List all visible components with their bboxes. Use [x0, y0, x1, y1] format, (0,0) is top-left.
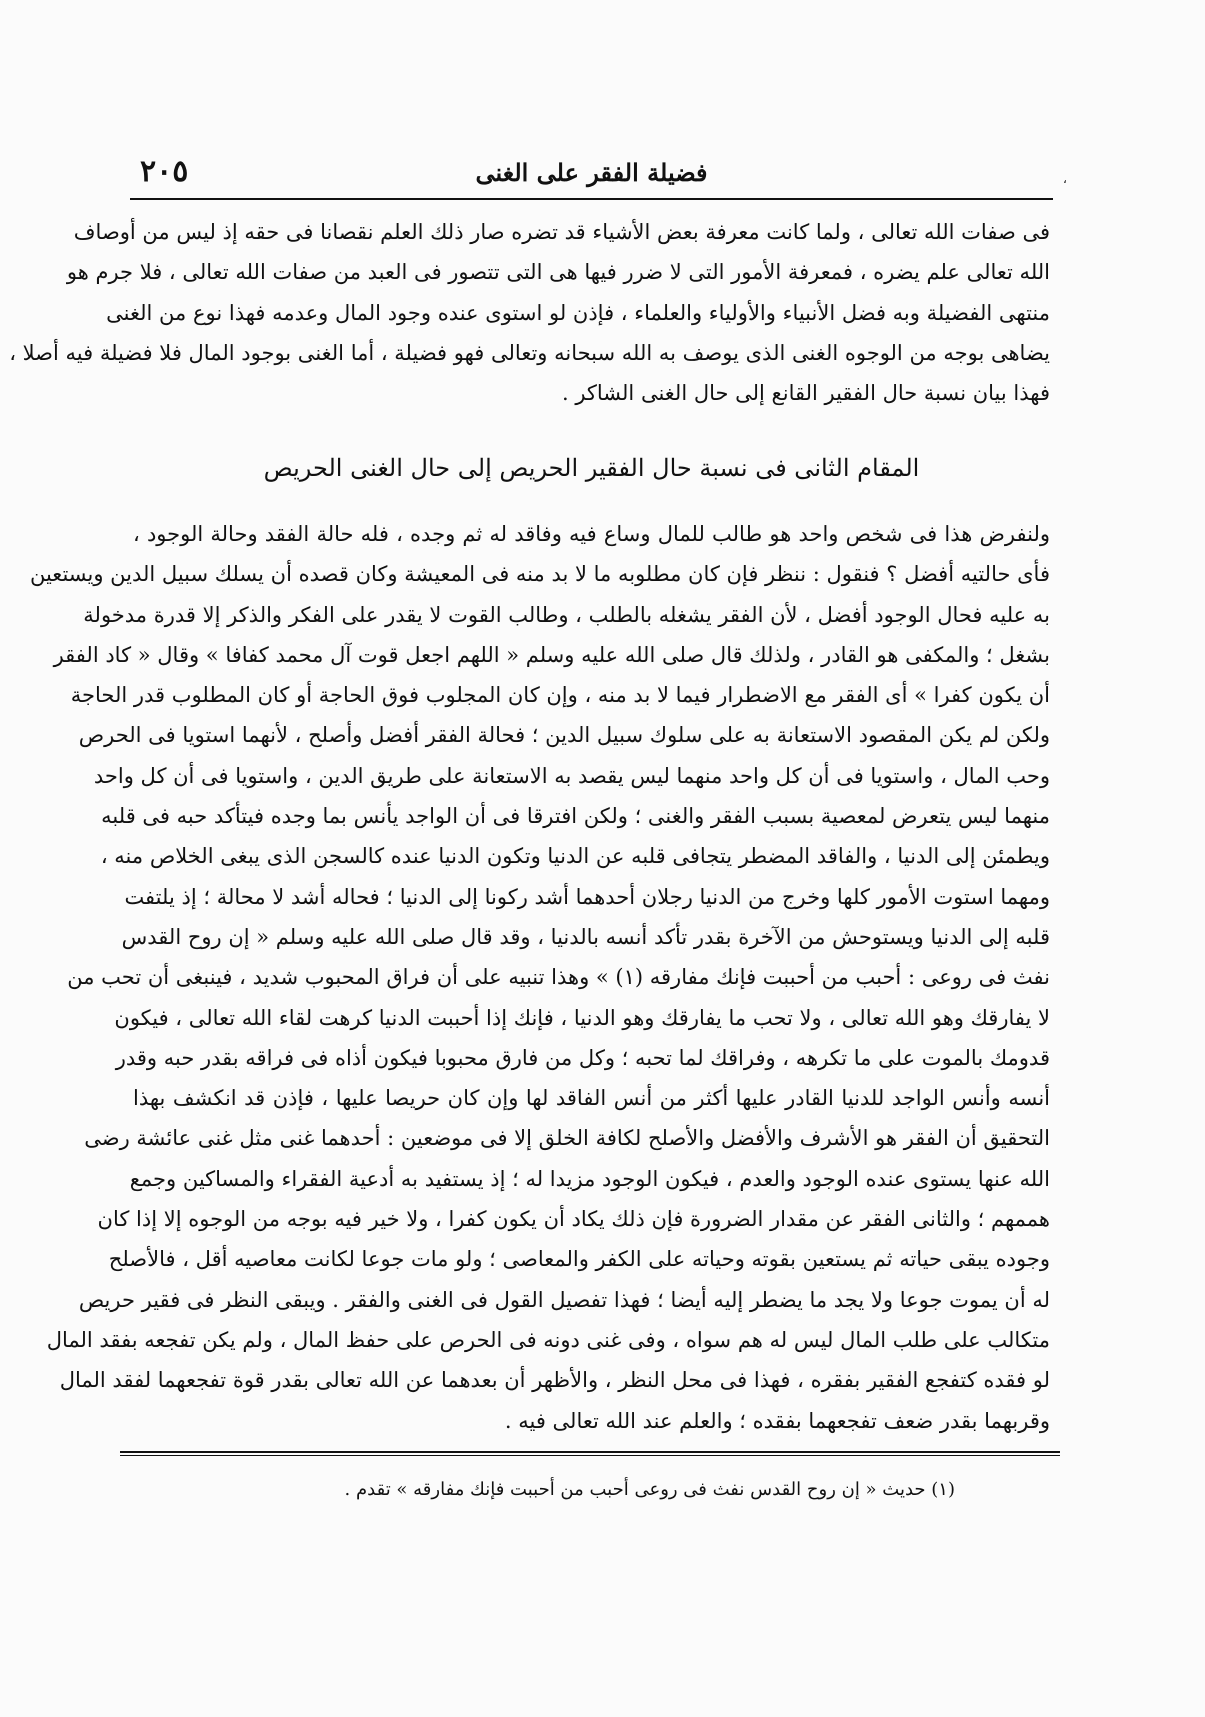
text-line: له أن يموت جوعا ولا يجد ما يضطر إليه أيضا ؛ فهذا تفصيل القول فى الغنى والفقر . ويبقى النظر فى فقير حريص	[78, 1287, 1050, 1312]
text-line: التحقيق أن الفقر هو الأشرف والأفضل والأصلح لكافة الخلق إلا فى موضعين : أحدهما غنى مثل غنى عائشة رضى	[84, 1126, 1050, 1151]
text-line: قلبه إلى الدنيا ويستوحش من الآخرة بقدر تأكد أنسه بالدنيا ، وقد قال صلى الله عليه وسلم « إن روح القدس	[121, 924, 1050, 949]
footnote-rule-thin	[120, 1455, 1060, 1456]
header-rule	[130, 198, 1053, 200]
text-line: ولكن لم يكن المقصود الاستعانة به على سلوك سبيل الدين ؛ فحالة الفقر أفضل وأصلح ، لأنهما استويا فى الحرص	[78, 723, 1050, 748]
text-line: هممهم ؛ والثانى الفقر عن مقدار الضرورة فإن ذلك يكاد أن يكون كفرا ، ولا خير فيه بوجه من الوجوه إلا إذا كان	[97, 1207, 1050, 1232]
running-title: فضيلة الفقر على الغنى	[475, 158, 708, 187]
text-line: الله عنها يستوى عنده الوجود والعدم ، فيكون الوجود مزيدا له ؛ إذ يستفيد به أدعية الفقراء والمساكين وجمع	[129, 1166, 1050, 1191]
text-line: به عليه فحال الوجود أفضل ، لأن الفقر يشغله بالطلب ، وطالب القوت لا يقدر على الفكر والذكر إلا قدرة مدخولة	[83, 602, 1050, 627]
text-line: يضاهى بوجه من الوجوه الغنى الذى يوصف به الله سبحانه وتعالى فهو فضيلة ، أما الغنى بوجود المال فلا فضيلة فيه أصلا ،	[9, 340, 1050, 365]
text-line: لا يفارقك وهو الله تعالى ، ولا تحب ما يفارقك وهو الدنيا ، فإنك إذا أحببت الدنيا كرهت لقاء الله تعالى ، فيكون	[114, 1005, 1050, 1030]
text-line: منتهى الفضيلة وبه فضل الأنبياء والأولياء والعلماء ، فإذن لو استوى عنده وجود المال وعدمه فهذا نوع من الغنى	[106, 300, 1050, 325]
page-number: ٢٠٥	[140, 154, 189, 189]
text-line: لو فقده كتفجع الفقير بفقره ، فهذا فى محل النظر ، والأظهر أن بعدهما عن الله تعالى بقدر قوة تفجعهما لفقد المال	[59, 1368, 1050, 1393]
footnote-rule	[120, 1451, 1060, 1453]
margin-mark: ،	[1063, 172, 1067, 186]
text-line: وحب المال ، واستويا فى أن كل واحد منهما ليس يقصد به الاستعانة على طريق الدين ، واستويا فى أن كل واحد	[93, 763, 1050, 788]
text-line: فأى حالتيه أفضل ؟ فنقول : ننظر فإن كان مطلوبه ما لا بد منه فى المعيشة وكان قصده أن يسلك سبيل الدين ويستعين	[29, 562, 1050, 587]
text-line: بشغل ؛ والمكفى هو القادر ، ولذلك قال صلى الله عليه وسلم « اللهم اجعل قوت آل محمد كفافا » وقال « كاد الفقر	[53, 642, 1050, 667]
text-line: وجوده يبقى حياته ثم يستعين بقوته وحياته على الكفر والمعاصى ؛ ولو مات جوعا لكانت معاصيه أقل ، فالأصلح	[108, 1247, 1050, 1272]
section-2-text	[29, 514, 1050, 1441]
text-line: وقربهما بقدر ضعف تفجعهما بفقده ؛ والعلم عند الله تعالى فيه .	[504, 1408, 1050, 1433]
text-line: متكالب على طلب المال ليس له هم سواه ، وفى غنى دونه فى الحرص على حفظ المال ، ولم يكن تفجعه بفقد المال	[46, 1327, 1050, 1352]
text-line: أن يكون كفرا » أى الفقر مع الاضطرار فيما لا بد منه ، وإن كان المجلوب فوق الحاجة أو كان المطلوب قدر الحاجة	[70, 683, 1050, 708]
text-line: ولنفرض هذا فى شخص واحد هو طالب للمال وساع فيه وفاقد له ثم وجده ، فله حالة الفقد وحالة الوجود ،	[133, 522, 1050, 546]
text-line: فهذا بيان نسبة حال الفقير القانع إلى حال الغنى الشاكر .	[561, 381, 1050, 406]
section-1-text	[9, 212, 1050, 413]
section-heading: المقام الثانى فى نسبة حال الفقير الحريص إلى حال الغنى الحريص	[263, 454, 920, 482]
text-line: منهما ليس يتعرض لمعصية بسبب الفقر والغنى ؛ ولكن افترقا فى أن الواجد يأنس بما وجده فيتأكد حبه فى قلبه	[101, 804, 1050, 829]
page-header	[130, 150, 1053, 194]
footnote: (١) حديث « إن روح القدس نفث فى روعى أحبب من أحببت فإنك مفارقه » تقدم .	[344, 1479, 955, 1500]
text-line: نفث فى روعى : أحبب من أحببت فإنك مفارقه (١) » وهذا تنبيه على أن فراق المحبوب شديد ، فينبغى أن تحب من	[67, 965, 1050, 990]
text-line: قدومك بالموت على ما تكرهه ، وفراقك لما تحبه ؛ وكل من فارق محبوبا فيكون أذاه فى فراقه بقدر حبه وقدر	[115, 1045, 1050, 1070]
text-line: الله تعالى علم يضره ، فمعرفة الأمور التى لا ضرر فيها هى التى تتصور فى العبد من صفات الله تعالى ، فلا جرم هو	[66, 260, 1050, 285]
text-line: أنسه وأنس الواجد للدنيا القادر عليها أكثر من أنس الفاقد لها وإن كان حريصا عليها ، فإذن قد انكشف بهذا	[133, 1086, 1050, 1111]
text-line: ويطمئن إلى الدنيا ، والفاقد المضطر يتجافى قلبه عن الدنيا وتكون الدنيا عنده كالسجن الذى يبغى الخلاص منه ،	[100, 844, 1050, 869]
text-line: فى صفات الله تعالى ، ولما كانت معرفة بعض الأشياء قد تضره صار ذلك العلم نقصانا فى حقه إذ ليس من أوصاف	[73, 220, 1050, 244]
text-line: ومهما استوت الأمور كلها وخرج من الدنيا رجلان أحدهما أشد ركونا إلى الدنيا ؛ فحاله أشد لا محالة ؛ إذ يلتفت	[124, 884, 1050, 909]
